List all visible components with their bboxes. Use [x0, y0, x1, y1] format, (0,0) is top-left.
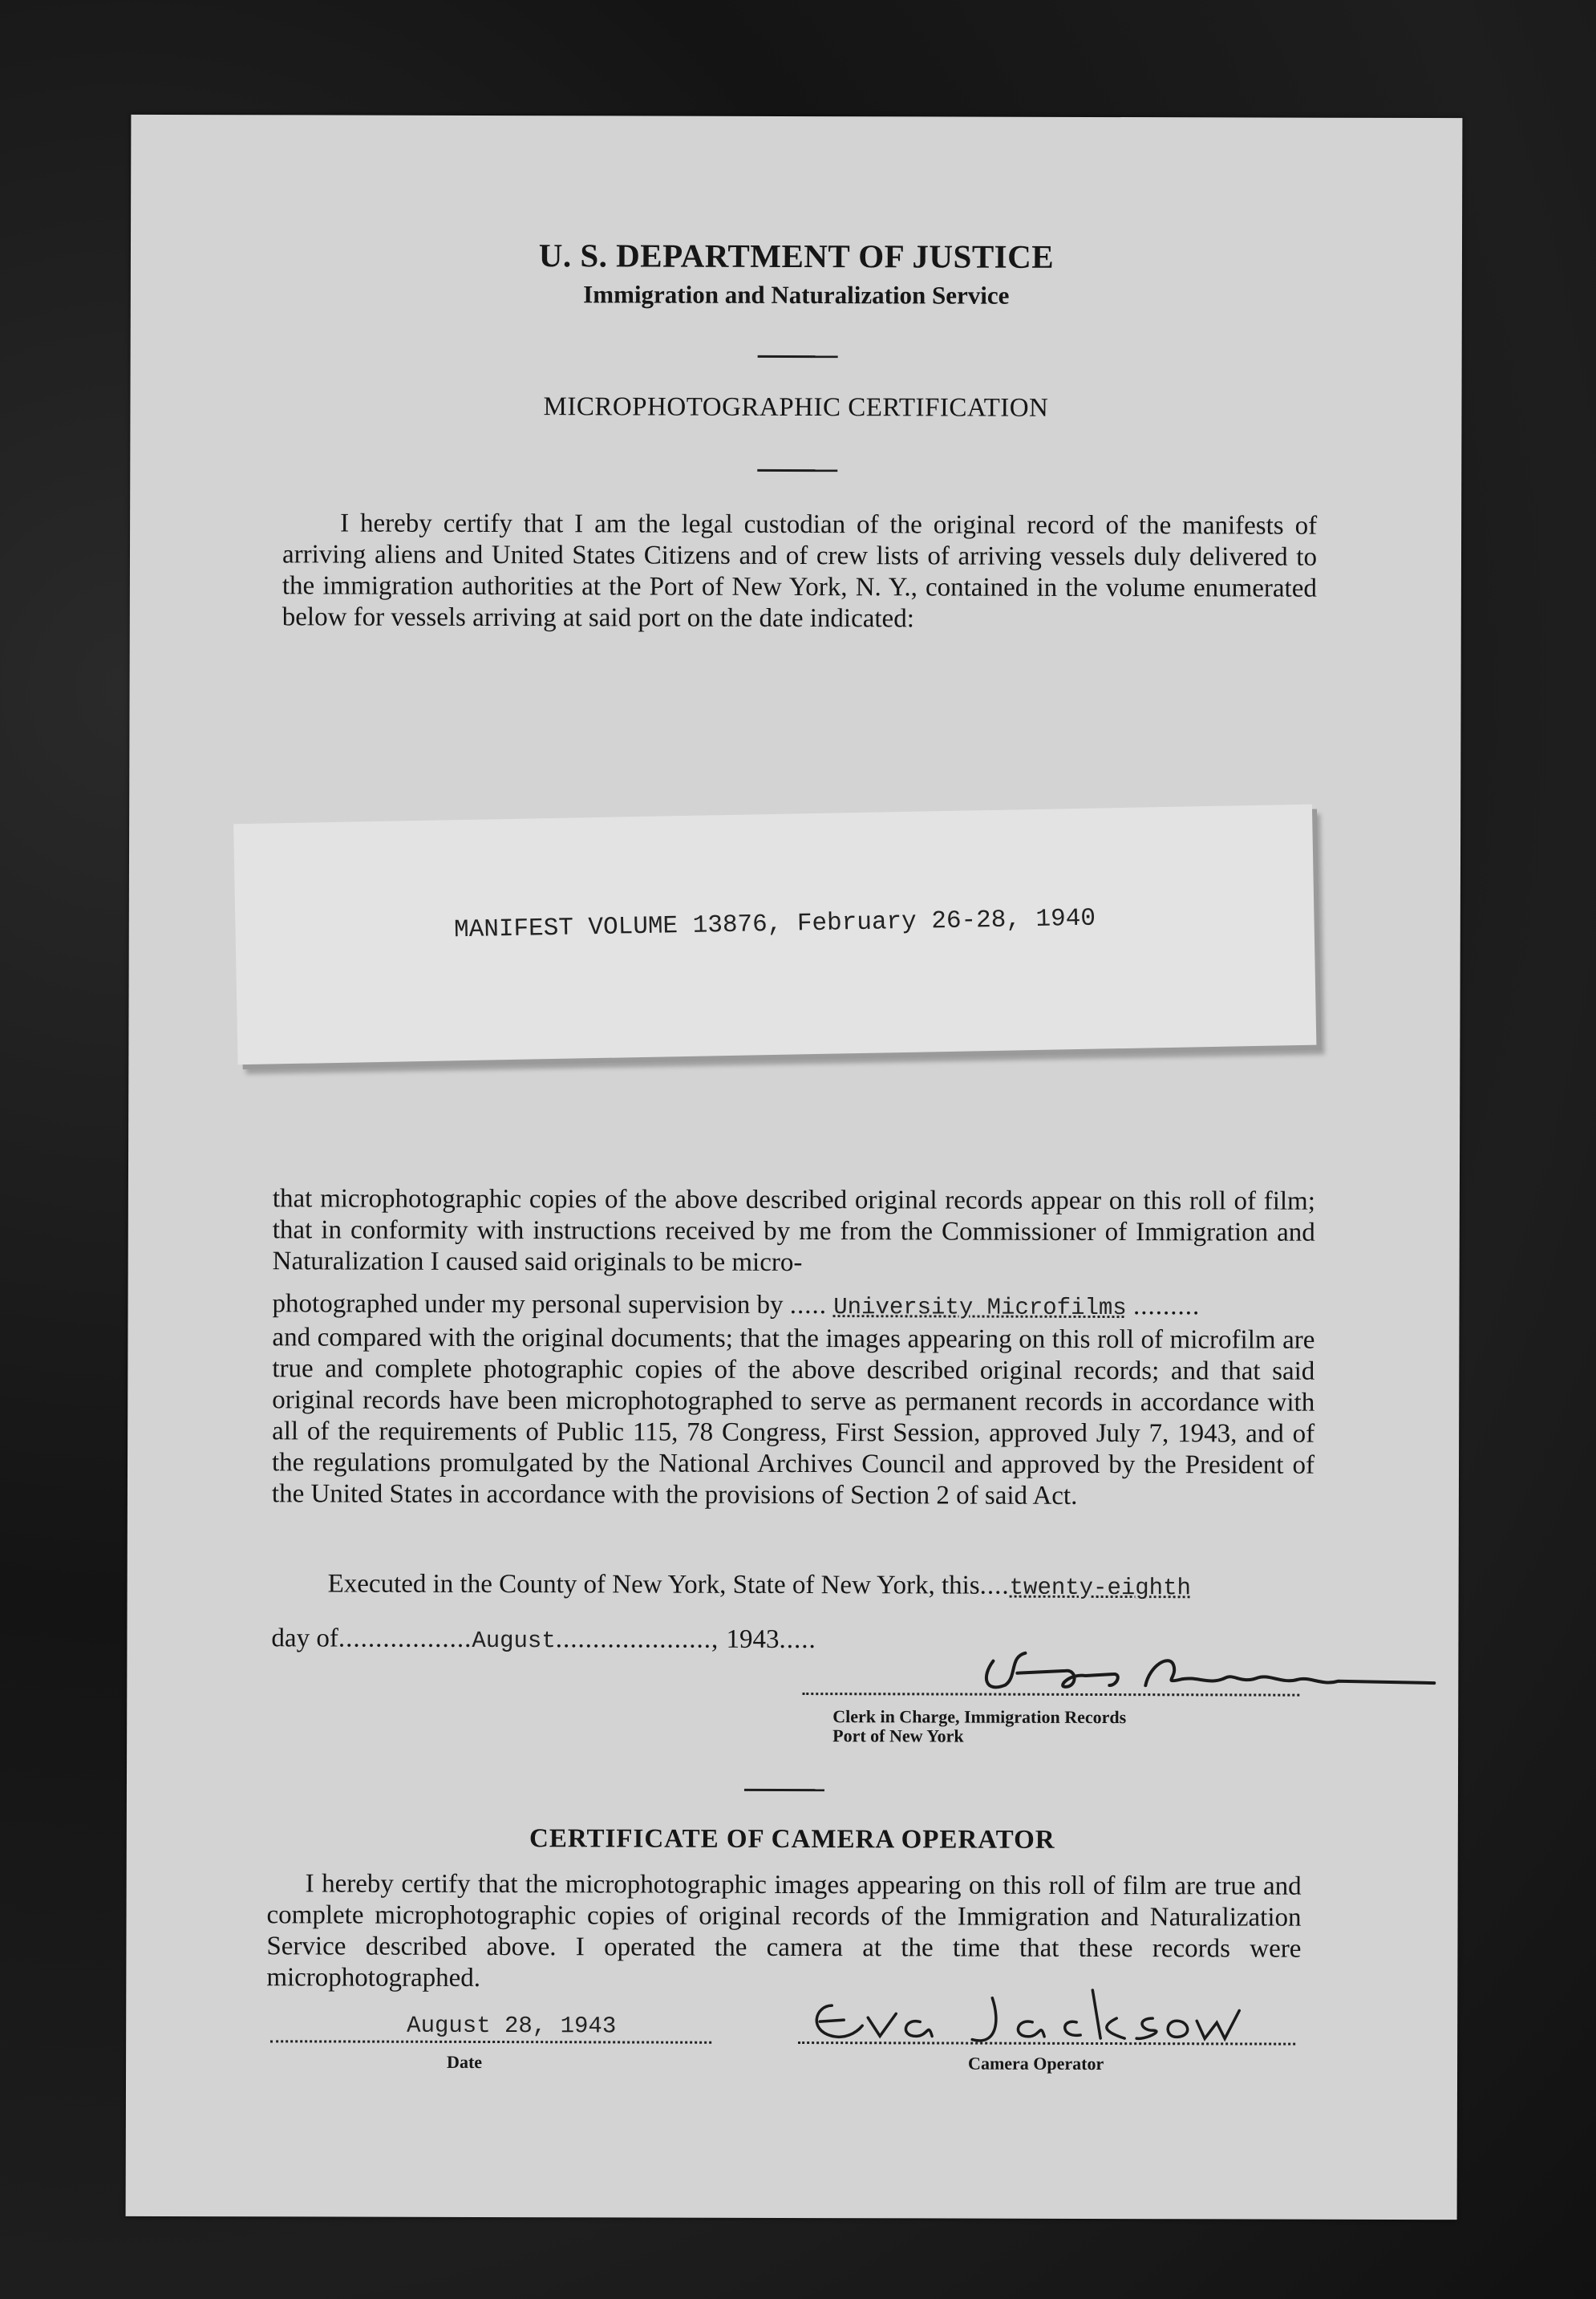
department-title: U. S. DEPARTMENT OF JUSTICE [538, 237, 1055, 275]
operator-signature-label: Camera Operator [968, 2053, 1104, 2074]
service-subtitle: Immigration and Naturalization Service [583, 280, 1010, 310]
divider-1 [758, 355, 838, 358]
divider-2 [757, 469, 837, 472]
certificate-document [126, 115, 1463, 2220]
day-of-line: day of..................August....................., 1943..... [271, 1624, 816, 1655]
body-paragraph-part2: and compared with the original documents; that the images appearing on this roll of microfilm are true and complete photographic copies of the above described original records; and that said original records have been microphotographed to serve as permanent records in accordance with all of the requirements of Public 115, 78 Congress, First Session, approved July 7, 1943, and of the regulations promulgated by the National Archives Council and approved by the President of the United States in accordance with the provisions of Section 2 of said Act. [271, 1323, 1315, 1510]
divider-3 [744, 1789, 824, 1791]
operator-heading: CERTIFICATE OF CAMERA OPERATOR [529, 1824, 1055, 1855]
body-paragraph-part1: that microphotographic copies of the above described original records appear on this roll of film; that in conformity with instructions received by me from the Commissioner of Immigration and Naturalization I caused said originals to be micro- [272, 1184, 1315, 1278]
execution-line: Executed in the County of New York, State of New York, this....twenty-eighth [327, 1569, 1191, 1602]
intro-paragraph: I hereby certify that I am the legal custodian of the original record of the manifests of arriving aliens and United States Citizens and of crew lists of arriving vessels duly delivered to the immigration authorities at the Port of New York, N. Y., contained in the volume enumerated below for vessels arriving at said port on the date indicated: [282, 509, 1318, 634]
supervision-value: University Microfilms [833, 1294, 1127, 1322]
execution-month-value: August [472, 1627, 556, 1655]
clerk-title-line1: Clerk in Charge, Immigration Records [832, 1706, 1127, 1728]
date-line [270, 2040, 711, 2043]
operator-paragraph: I hereby certify that the microphotographic images appearing on this roll of film are true and complete microphotographic copies of original records of the Immigration and Naturalization Service described above. I operated the camera at the time that these records were microphotographed. [266, 1869, 1302, 1993]
manifest-volume-card [233, 805, 1316, 1065]
supervision-line: photographed under my personal supervision by ..... University Microfilms ......... [272, 1289, 1201, 1322]
day-of-label: day of [271, 1624, 338, 1653]
supervision-prefix: photographed under my personal supervision by [272, 1289, 784, 1320]
execution-day-value: twenty-eighth [1009, 1574, 1191, 1602]
clerk-title-line2: Port of New York [832, 1725, 964, 1746]
certification-heading: MICROPHOTOGRAPHIC CERTIFICATION [543, 392, 1049, 423]
execution-year: 1943 [726, 1624, 780, 1654]
clerk-signature [905, 1628, 1482, 1710]
operator-date-label: Date [447, 2051, 483, 2072]
execution-prefix: Executed in the County of New York, State of New York, this [327, 1569, 980, 1600]
manifest-volume-text: MANIFEST VOLUME 13876, February 26-28, 1940 [453, 904, 1096, 945]
operator-date-value: August 28, 1943 [407, 2012, 617, 2040]
